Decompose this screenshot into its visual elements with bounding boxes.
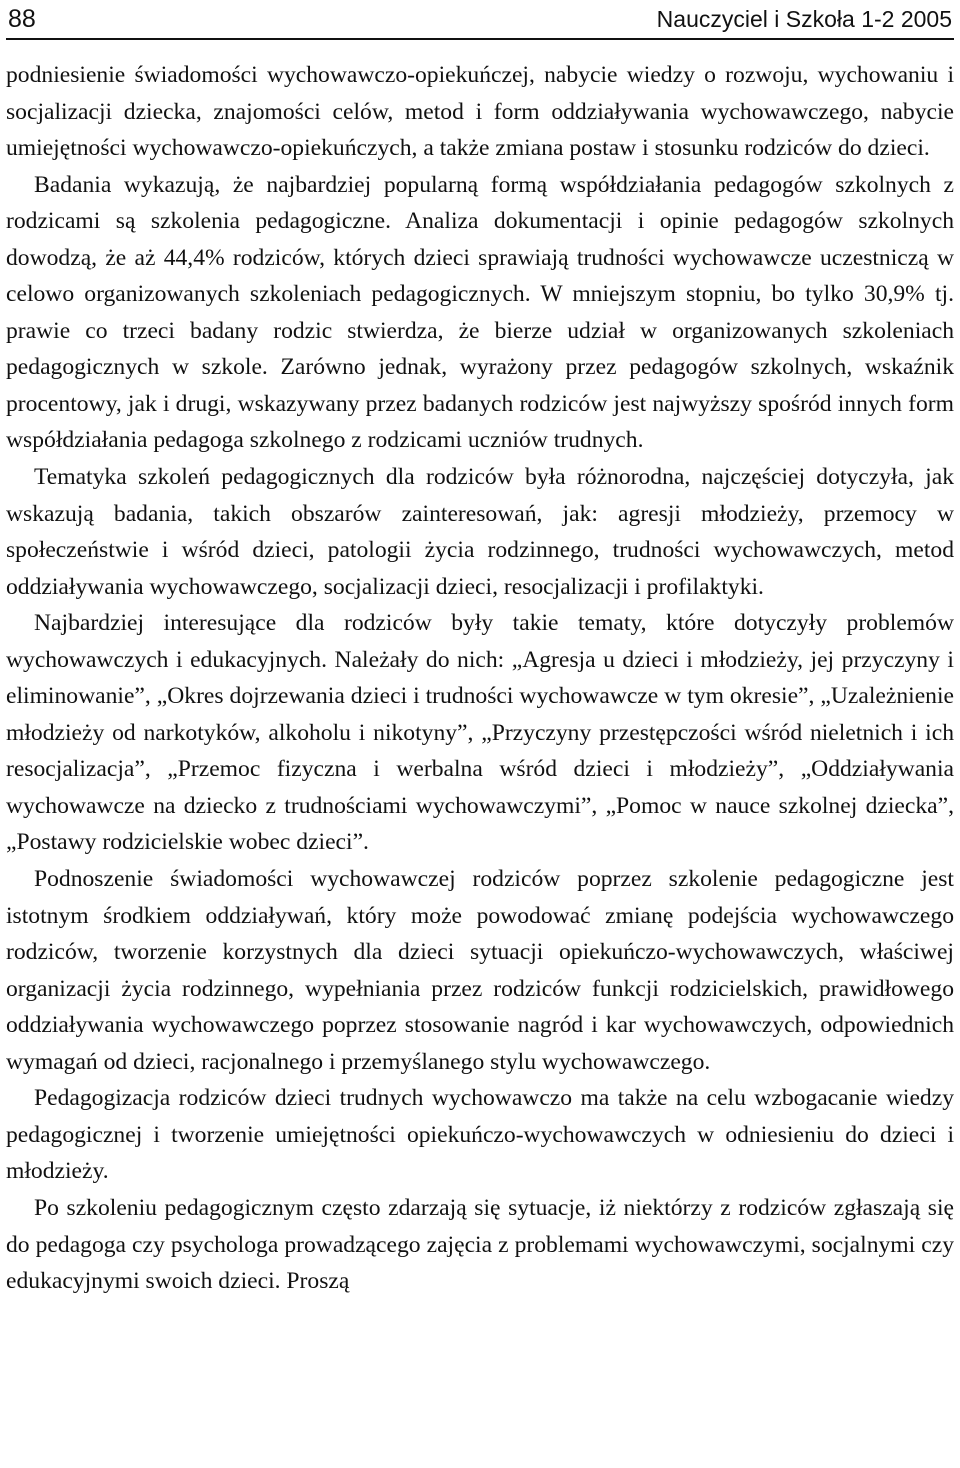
paragraph-pedagogization: Pedagogizacja rodziców dzieci trudnych wychowawczo ma także na celu wzbogacanie wiedzy pedagogicznej i tworzenie umiejętności opiekuńczo-wychowawczych w odniesieniu do dzieci i młodzieży. [6, 1085, 954, 1185]
page-number: 88 [8, 5, 36, 33]
paragraph-continuation: podniesienie świadomości wychowawczo-opiekuńczej, nabycie wiedzy o rozwoju, wychowaniu i socjalizacji dziecka, znajomości celów, metod i form oddziaływania wychowawczego, nabycie umiejętności wychowawczo-opiekuńczych, a także zmiana postaw i stosunku rodziców do dzieci. [6, 62, 954, 162]
paragraph-raising-awareness: Podnoszenie świadomości wychowawczej rodziców poprzez szkolenie pedagogiczne jest istotnym środkiem oddziaływań, który może powodować zmianę podejścia wychowawczego rodziców, tworzenie korzystnych dla dzieci sytuacji opiekuńczo-wychowawczych, właściwej organizacji życia rodzinnego, wypełniania przez rodziców funkcji rodzicielskich, prawidłowego oddziaływania wychowawczego poprzez stosowanie nagród i kar wychowawczych, odpowiednich wymagań od dzieci, racjonalnego i przemyślanego stylu wychowawczego. [6, 866, 954, 1075]
document-page [6, 4, 954, 1300]
running-header [6, 4, 954, 40]
body-text [6, 57, 954, 1300]
journal-title: Nauczyciel i Szkoła 1-2 2005 [656, 6, 952, 32]
paragraph-after-training: Po szkoleniu pedagogicznym często zdarzają się sytuacje, iż niektórzy z rodziców zgłaszają się do pedagoga czy psychologa prowadzącego zajęcia z problemami wychowawczymi, socjalnymi czy edukacyjnymi swoich dzieci. Proszą [6, 1194, 954, 1295]
paragraph-research-findings: Badania wykazują, że najbardziej popularną formą współdziałania pedagogów szkolnych z rodzicami są szkolenia pedagogiczne. Analiza dokumentacji i opinie pedagogów szkolnych dowodzą, że aż 44,4% rodziców, których dzieci sprawiają trudności wychowawcze uczestniczą w celowo organizowanych szkoleniach pedagogicznych. W mniejszym stopniu, bo tylko 30,9% tj. prawie co trzeci badany rodzic stwierdza, że bierze udział w organizowanych szkoleniach pedagogicznych w szkole. Zarówno jednak, wyrażony przez pedagogów szkolnych, wskaźnik procentowy, jak i drugi, wskazywany przez badanych rodziców jest najwyższy spośród innych form współdziałania pedagoga szkolnego z rodzicami uczniów trudnych. [6, 171, 954, 454]
paragraph-training-topics: Tematyka szkoleń pedagogicznych dla rodziców była różnorodna, najczęściej dotyczyła, jak wskazują badania, takich obszarów zainteresowań, jak: agresji młodzieży, przemocy w społeczeństwie i wśród dzieci, patologii życia rodzinnego, trudności wychowawczych, metod oddziaływania wychowawczego, socjalizacji dzieci, resocjalizacji i profilaktyki. [6, 464, 954, 600]
paragraph-interesting-topics: Najbardziej interesujące dla rodziców były takie tematy, które dotyczyły problemów wychowawczych i edukacyjnych. Należały do nich: „Agresja u dzieci i młodzieży, jej przyczyny i eliminowanie”, „Okres dojrzewania dzieci i trudności wychowawcze w tym okresie”, „Uzależnienie młodzieży od narkotyków, alkoholu i nikotyny”, „Przyczyny przestępczości wśród nieletnich i ich resocjalizacja”, „Przemoc fizyczna i werbalna wśród dzieci i młodzieży”, „Oddziaływania wychowawcze na dziecko z trudnościami wychowawczymi”, „Pomoc w nauce szkolnej dziecka”, „Postawy rodzicielskie wobec dzieci”. [6, 610, 954, 856]
